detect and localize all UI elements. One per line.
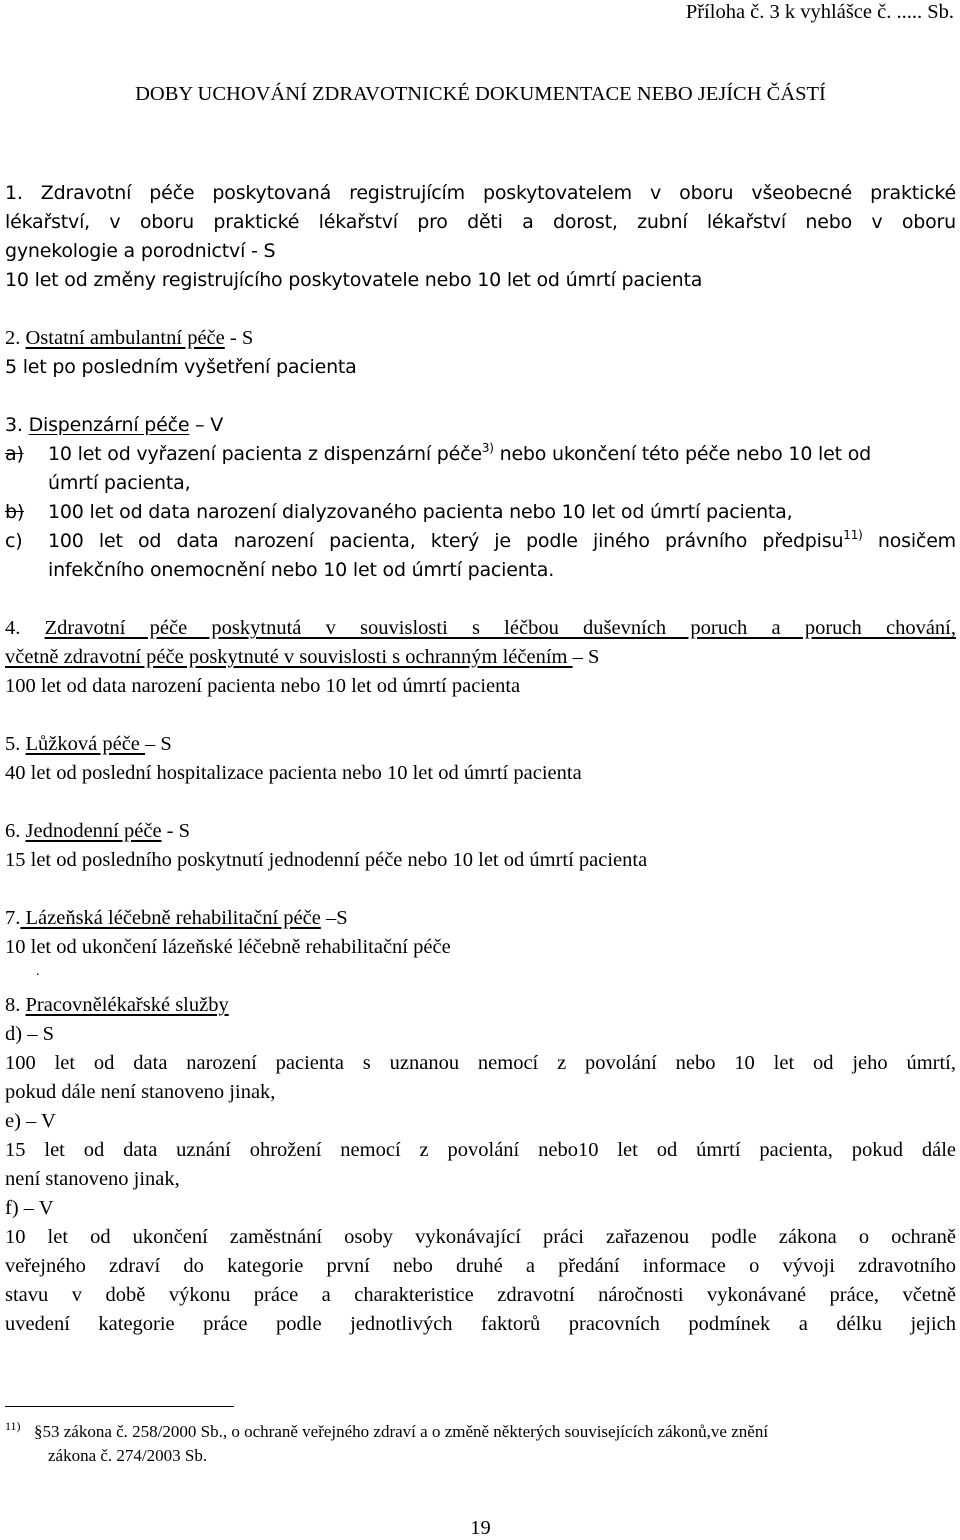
section-2-title: Ostatní ambulantní péče <box>25 327 225 349</box>
item-c-line-2: infekčního onemocnění nebo 10 let od úmrtí pacienta. <box>48 559 555 581</box>
item-e-heading: e) – V <box>5 1110 56 1132</box>
footnote-ref-11: 11) <box>843 528 863 542</box>
section-6-text: 15 let od posledního poskytnutí jednodenní péče nebo 10 let od úmrtí pacienta <box>5 849 648 871</box>
item-f-line-3: stavu v době výkonu práce a charakteristice zdravotní náročnosti vykonávané práce, včetně <box>5 1284 956 1306</box>
section-4-title: Zdravotní péče poskytnutá v souvislosti s léčbou duševních poruch a poruch chování, <box>44 617 957 639</box>
section-3-title: Dispenzární péče <box>28 414 190 436</box>
section-4-heading-line-2: včetně zdravotní péče poskytnuté v souvislosti s ochranným léčením – S <box>5 646 600 668</box>
page-number: 19 <box>470 1517 491 1539</box>
item-a-line-2: úmrtí pacienta, <box>48 472 191 494</box>
item-c-marker: c) <box>5 530 23 552</box>
section-1-line-2: lékařství, v oboru praktické lékařství pro děti a dorost, zubní lékařství nebo v oboru <box>5 211 956 233</box>
item-b-marker: b) <box>5 501 25 523</box>
stray-dot: . <box>36 964 40 979</box>
item-c-line-1: 100 let od data narození pacienta, který je podle jiného právního předpisu$^{11)}$ nosičem <box>48 528 956 552</box>
section-1-line-3: gynekologie a porodnictví - S <box>5 240 276 262</box>
item-d-heading: d) – S <box>5 1023 54 1045</box>
footnote-line-1: §53 zákona č. 258/2000 Sb., o ochraně veřejného zdraví a o změně některých souvisejících zákonů,ve znění <box>34 1422 769 1441</box>
section-2-heading: 2. Ostatní ambulantní péče - S <box>5 327 254 349</box>
section-4-text: 100 let od data narození pacienta nebo 10 let od úmrtí pacienta <box>5 675 521 697</box>
section-7-heading: 7. Lázeňská léčebně rehabilitační péče –S <box>5 907 348 929</box>
item-a-line-1: 10 let od vyřazení pacienta z dispenzární péče$^{3)}$ nebo ukončení této péče nebo 10 let od <box>48 441 871 465</box>
section-1-line-4: 10 let od změny registrujícího poskytovatele nebo 10 let od úmrtí pacienta <box>5 269 703 291</box>
item-f-line-1: 10 let od ukončení zaměstnání osoby vykonávající práci zařazenou podle zákona o ochraně <box>5 1226 956 1248</box>
section-5-text: 40 let od poslední hospitalizace pacienta nebo 10 let od úmrtí pacienta <box>5 762 582 784</box>
section-6-title: Jednodenní péče <box>25 820 162 842</box>
item-b-line: 100 let od data narození dialyzovaného pacienta nebo 10 let od úmrtí pacienta, <box>48 501 793 523</box>
section-3-heading: 3. Dispenzární péče – V <box>5 414 224 436</box>
section-5-title: Lůžková péče <box>25 733 146 755</box>
item-d-line-2: pokud dále není stanoveno jinak, <box>5 1081 276 1103</box>
section-7-title: Lázeňská léčebně rehabilitační péče <box>20 907 321 929</box>
section-8-title: Pracovnělékařské služby <box>25 994 229 1016</box>
section-6-heading: 6. Jednodenní péče - S <box>5 820 191 842</box>
section-5-heading: 5. Lůžková péče – S <box>5 733 172 755</box>
item-f-line-4: uvedení kategorie práce podle jednotlivých faktorů pracovních podmínek a délku jejich <box>5 1313 956 1335</box>
section-4-title-cont: včetně zdravotní péče poskytnuté v souvislosti s ochranným léčením <box>5 646 573 668</box>
footnote-ref-3: 3) <box>481 441 494 455</box>
section-1-line-1: 1. Zdravotní péče poskytovaná registrujícím poskytovatelem v oboru všeobecné praktické <box>5 182 956 204</box>
footnote-separator <box>5 1406 234 1407</box>
item-d-line-1: 100 let od data narození pacienta s uznanou nemocí z povolání nebo 10 let od jeho úmrtí, <box>5 1052 956 1074</box>
item-f-heading: f) – V <box>5 1197 54 1219</box>
section-2-text: 5 let po posledním vyšetření pacienta <box>5 356 357 378</box>
section-7-text: 10 let od ukončení lázeňské léčebně rehabilitační péče <box>5 936 451 958</box>
appendix-header: Příloha č. 3 k vyhlášce č. ..... Sb. <box>685 1 954 23</box>
item-e-line-2: není stanoveno jinak, <box>5 1168 180 1190</box>
item-e-line-1: 15 let od data uznání ohrožení nemocí z povolání nebo10 let od úmrtí pacienta, pokud dále <box>5 1139 956 1161</box>
item-f-line-2: veřejného zdraví do kategorie první nebo druhé a předání informace o vývoji zdravotního <box>5 1255 956 1277</box>
section-8-heading: 8. Pracovnělékařské služby <box>5 994 229 1016</box>
section-4-heading-line-1: 4. Zdravotní péče poskytnutá v souvislosti s léčbou duševních poruch a poruch chování, <box>5 617 957 639</box>
item-a-marker: a) <box>5 443 24 465</box>
document-title: DOBY UCHOVÁNÍ ZDRAVOTNICKÉ DOKUMENTACE NEBO JEJÍCH ČÁSTÍ <box>135 83 826 105</box>
footnote-line-2: zákona č. 274/2003 Sb. <box>48 1446 208 1465</box>
footnote-mark: 11) <box>5 1419 21 1433</box>
